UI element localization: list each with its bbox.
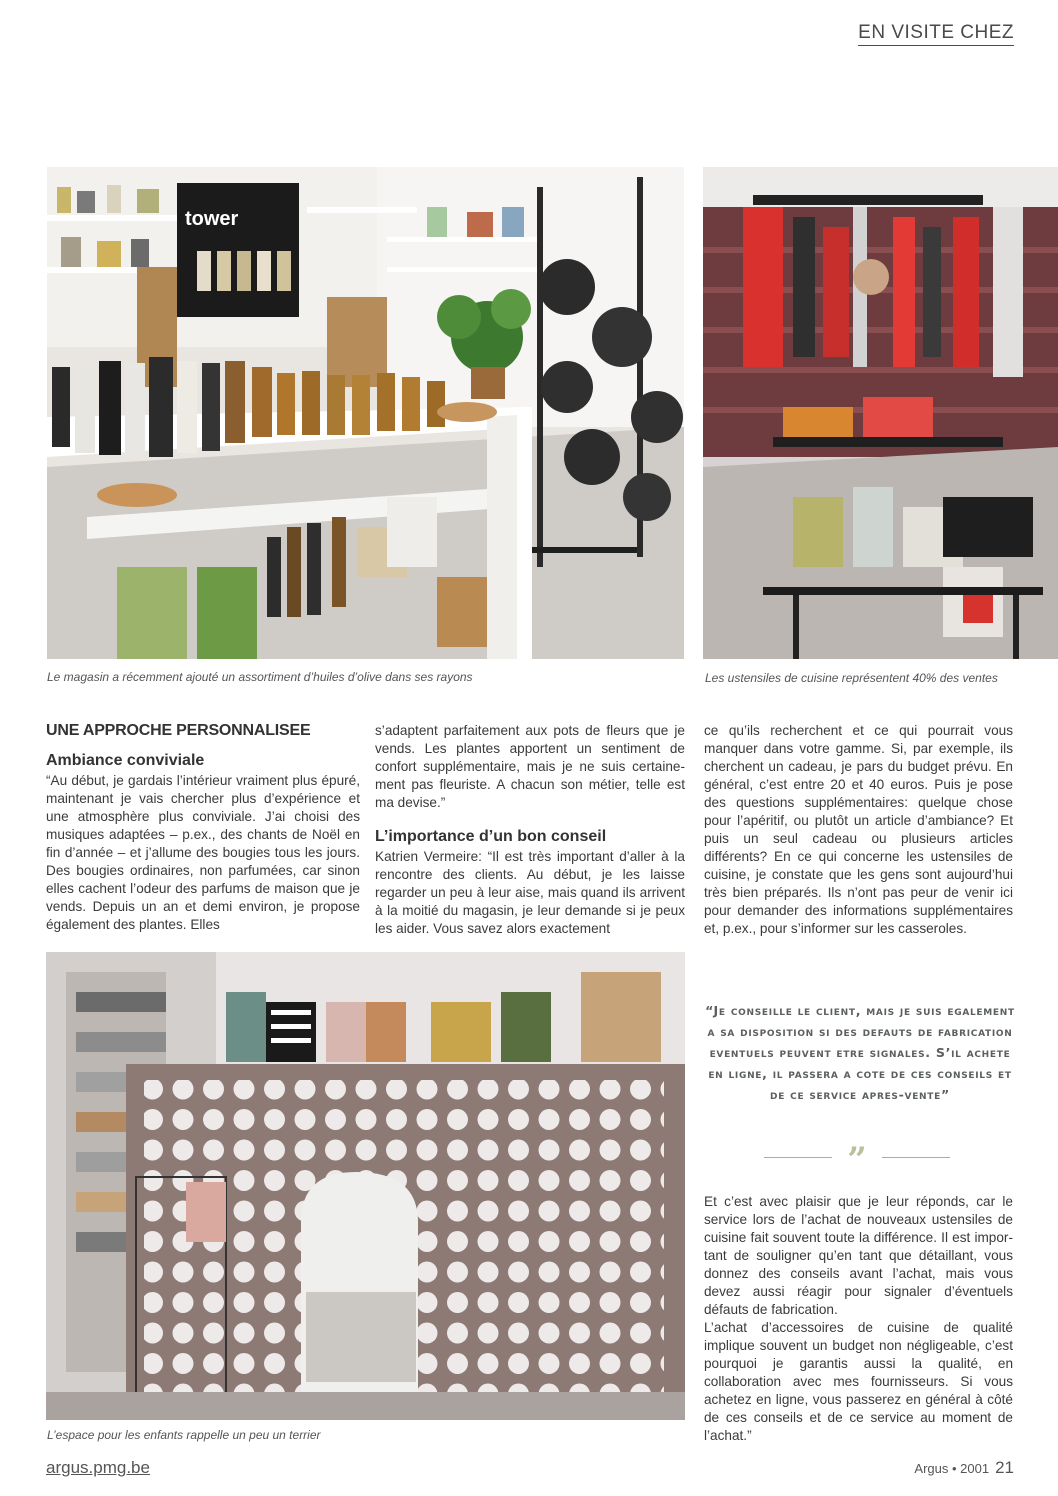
shop-interior-caption: Le magasin a récemment ajouté un assortiment d’huiles d’olive dans ses rayons <box>47 670 473 684</box>
utensils-display-illustration <box>703 167 1058 659</box>
subheading-conseil: L’importance d’un bon conseil <box>375 828 607 845</box>
quote-rule-left <box>764 1157 832 1158</box>
quote-rule-right <box>882 1157 950 1158</box>
article-column-2 <box>375 722 685 938</box>
subheading-ambiance: Ambiance conviviale <box>46 752 205 769</box>
article-heading: UNE APPROCHE PERSONNALISEE <box>46 722 311 739</box>
section-label: EN VISITE CHEZ <box>858 22 1014 46</box>
column-3-paragraph-1: ce qu’ils recherchent et ce qui pourrait vous manquer dans votre gamme. Si, par exemple, ils cherchent un cadeau, je pars du budget prévu. En général, c’est entre 20 et 40 euros. Puis je pose des questions supplémentaires: quelque chose pour l’apéritif, ou plutôt un article d’ambiance? Et puis un seul cadeau ou plusieurs articles différents? En ce qui concerne les ustensiles de cuisine, je constate que les gens sont aujourd’hui très bien préparés. Ils n’ont pas peur de venir ici pour demander des informations supplémentaires et, p.ex., pour s’informer sur les casseroles. <box>704 723 1013 936</box>
column-3-paragraph-3: L’achat d’accessoires de cuisine de qualité implique souvent un budget non négligeable, c’est pourquoi je garantis aussi la qualité, en collaboration avec mes fournisseurs. Si vous achetez en ligne, vous passerez en général à côté de ces conseils et de ce service au moment de l’achat.” <box>704 1320 1013 1443</box>
page-number: 21 <box>995 1458 1014 1477</box>
magazine-issue: Argus • 2001 <box>914 1461 990 1476</box>
quote-mark-ornament <box>764 1140 950 1180</box>
kids-area-illustration <box>46 952 685 1420</box>
article-column-3-top <box>704 722 1013 938</box>
column-2-paragraph-1: s’adaptent parfaitement aux pots de fleurs que je vends. Les plantes apportent un sentiment de confort supplémentaire, mais je ne suis certainement pas fleuriste. A chacun son métier, telle est ma devise.” <box>375 723 685 810</box>
quote-mark-icon: ” <box>847 1140 867 1180</box>
utensils-display-caption: Les ustensiles de cuisine représentent 40% des ventes <box>705 671 998 685</box>
column-2-paragraph-2: Katrien Vermeire: “Il est très important d’aller à la rencontre des clients. Au début, je les laisse regarder un peu à leur aise, mais quand ils arrivent à la moitié du magasin, je leur demande si je peux les aider. Vous savez alors exactement <box>375 849 685 936</box>
shop-interior-illustration <box>47 167 684 659</box>
utensils-display-photo <box>703 167 1058 659</box>
column-1-paragraph: “Au début, je gardais l’intérieur vraiment plus épuré, maintenant je vais chercher plus d’expérience et une atmosphère plus conviviale. J’ai choisi des musiques adaptées – p.ex., des chants de Noël en fin d’année – et j’allume des bougies tous les jours. Des bougies ordinaires, non parfumées, car sinon elles cachent l’odeur des parfums de maison que je vends. Depuis un an et demi environ, je propose également des plantes. Elles <box>46 773 360 932</box>
tower-sign-text: tower <box>185 208 239 230</box>
page-footer <box>914 1458 1014 1478</box>
kids-area-caption: L’espace pour les enfants rappelle un peu un terrier <box>47 1428 321 1442</box>
column-3-paragraph-2: Et c’est avec plaisir que je leur réponds, car le service lors de l’achat de nouveaux ustensiles de cuisine fait souvent toute la différence. Il est important de souligner qu’en tant que détaillant, vous donnez des conseils avant l’achat, mais vous devez aussi réagir pour signaler d’éventuels défauts de fabrication. <box>704 1194 1013 1317</box>
kids-area-photo <box>46 952 685 1420</box>
shop-interior-photo <box>47 167 684 659</box>
pull-quote: “Je conseille le client, mais je suis egalement a sa disposition si des defauts de fabrication eventuels peuvent etre signales. S’il achete en ligne, il passera a cote de ces conseils et de ce service apres-vente” <box>705 1003 1015 1102</box>
article-column-1 <box>46 722 360 934</box>
website-link[interactable]: argus.pmg.be <box>46 1458 150 1477</box>
article-column-3-bottom <box>704 1193 1013 1445</box>
